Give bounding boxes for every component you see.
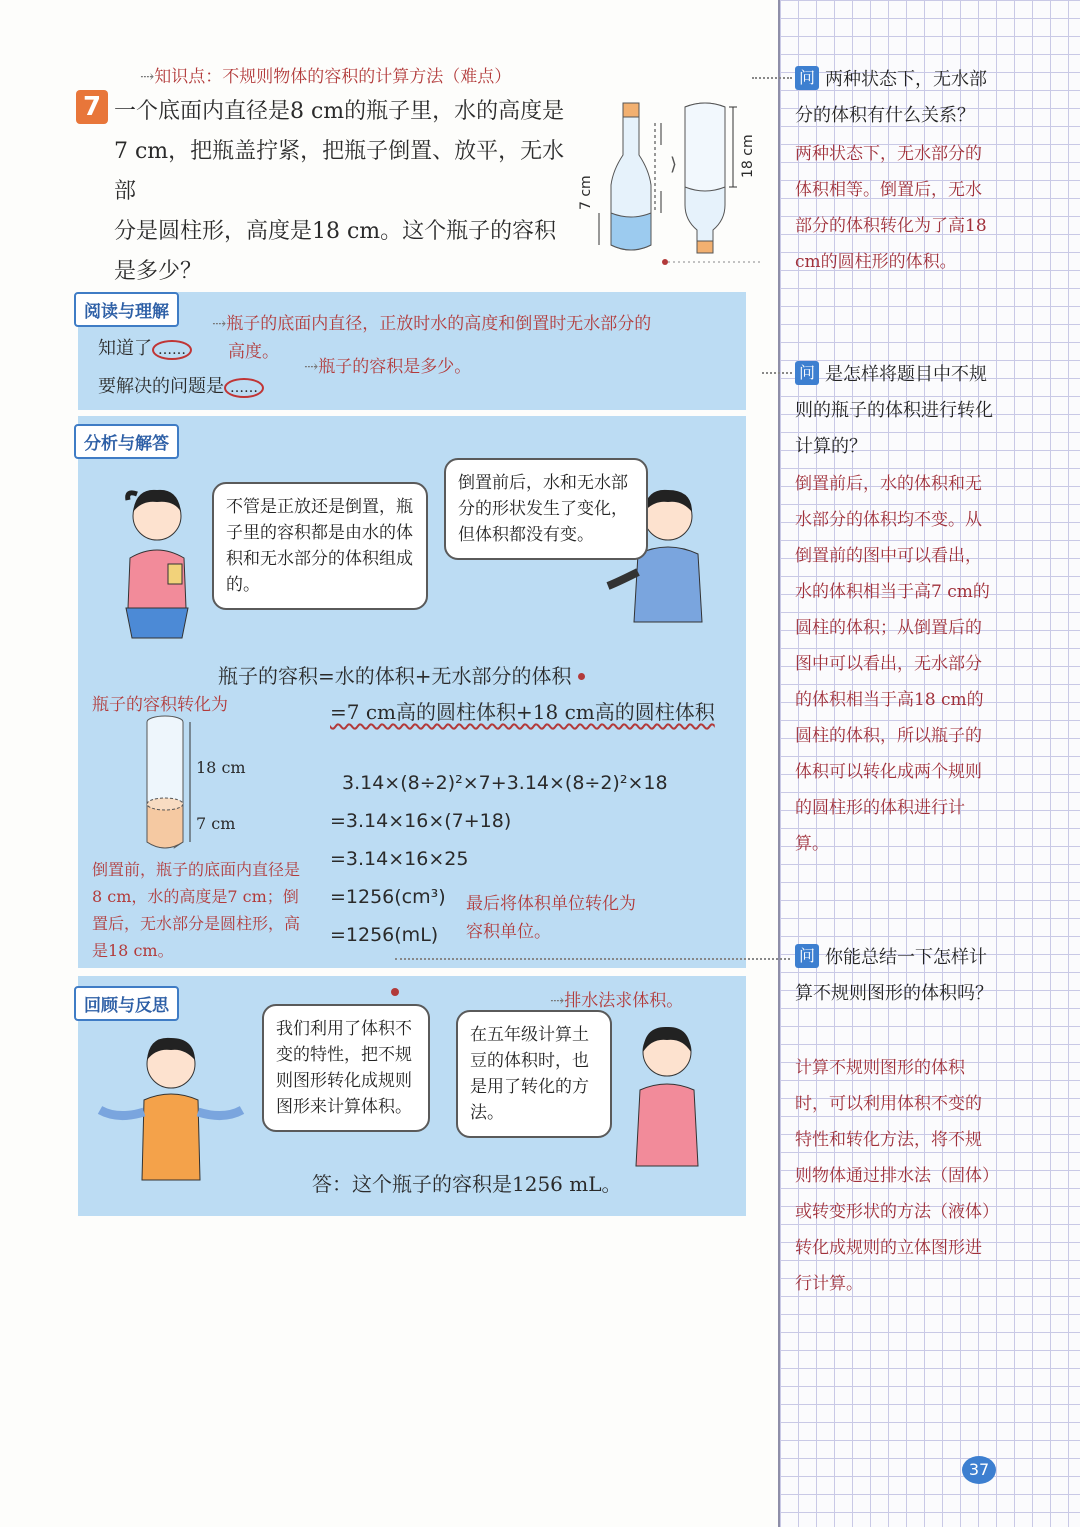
problem-line-3: 分是圆柱形，高度是18 cm。这个瓶子的容积 [114, 219, 557, 244]
analysis-tag: 分析与解答 [74, 424, 179, 459]
bottle-upright-illustration [611, 103, 651, 250]
cylinder-label-7: 7 cm [196, 814, 236, 833]
question-badge-icon: 问 [795, 66, 819, 90]
problem-line-2: 7 cm，把瓶盖拧紧，把瓶子倒置、放平，无水部 [114, 139, 565, 204]
calc-line-5: =1256(mL) [330, 924, 439, 946]
bottle-label-18: 18 cm [740, 134, 756, 178]
cylinder-diagram [140, 712, 200, 857]
question-badge-icon: 问 [795, 361, 819, 385]
known-label: 知道了 …… [98, 334, 192, 360]
svg-text:⟩: ⟩ [670, 154, 678, 175]
question-badge-icon: 问 [795, 944, 819, 968]
note-1-question: 问 两种状态下，无水部分的体积有什么关系？ [795, 68, 987, 126]
convert-label: 瓶子的容积转化为 [92, 695, 228, 715]
known-text: ⇢瓶子的底面内直径，正放时水的高度和倒置时无水部分的 高度。 [212, 314, 652, 362]
problem-line-4: 是多少？ [114, 259, 203, 284]
note-3-question: 问 你能总结一下怎样计算不规则图形的体积吗？ [795, 946, 993, 1004]
question-label: 要解决的问题是 …… [98, 372, 264, 398]
review-connector [395, 958, 790, 962]
problem-text [114, 92, 574, 292]
note-2-question: 问 是怎样将题目中不规则的瓶子的体积进行转化计算的？ [795, 363, 993, 457]
boy-speech-bubble: 倒置前后，水和无水部分的形状发生了变化，但体积都没有变。 [444, 458, 648, 560]
calc-line-2: =3.14×16×(7+18) [330, 810, 512, 832]
problem-line-1: 一个底面内直径是8 cm的瓶子里，水的高度是 [114, 99, 565, 124]
equation-main: 瓶子的容积=水的体积+无水部分的体积 [218, 660, 585, 689]
girl-illustration [112, 478, 202, 648]
note-3-answer: 计算不规则图形的体积时，可以利用体积不变的特性和转化方法，将不规则物体通过排水法（固体）或转变形状的方法（液体）转化成规则的立体图形进行计算。 [795, 1058, 991, 1294]
girl-review-bubble: 在五年级计算土豆的体积时，也是用了转化的方法。 [456, 1010, 612, 1138]
girl-review-note: ⇢排水法求体积。 [550, 991, 684, 1011]
calc-line-3: =3.14×16×25 [330, 848, 469, 870]
note-1-answer: 两种状态下，无水部分的体积相等。倒置后，无水部分的体积转化为了高18 cm的圆柱形的体积。 [795, 144, 987, 272]
note-2-answer: 倒置前后，水的体积和无水部分的体积均不变。从倒置前的图中可以看出，水的体积相当于高7 cm的圆柱的体积；从倒置后的图中可以看出，无水部分的体积相当于高18 cm的圆柱的体积，所以瓶子的体积可以转化成两个规则的圆柱形的体积进行计算。 [795, 474, 990, 854]
page-number: 37 [962, 1456, 996, 1484]
girl-review-illustration [622, 1018, 712, 1168]
read-tag: 阅读与理解 [74, 292, 179, 327]
boy-vest-illustration [96, 1030, 246, 1190]
bottle-inverted-illustration [685, 103, 725, 253]
cylinder-label-18: 18 cm [196, 758, 246, 777]
problem-number: 7 [76, 90, 108, 124]
review-tag: 回顾与反思 [74, 986, 179, 1021]
calc-line-4: =1256(cm³) [330, 886, 446, 908]
answer-text: 答：这个瓶子的容积是1256 mL。 [312, 1172, 622, 1196]
equation-convert: =7 cm高的圆柱体积+18 cm高的圆柱体积 [330, 700, 715, 724]
knowledge-point: ⇢知识点：不规则物体的容积的计算方法（难点） [140, 67, 512, 87]
calc-line-1: 3.14×(8÷2)²×7+3.14×(8÷2)²×18 [342, 772, 668, 794]
left-note: 倒置前，瓶子的底面内直径是8 cm，水的高度是7 cm；倒置后，无水部分是圆柱形，高是18 cm。 [92, 860, 301, 960]
unit-note: 最后将体积单位转化为 容积单位。 [466, 894, 636, 942]
bottle-figure [575, 95, 770, 270]
review-dot [391, 988, 399, 996]
question-text: ⇢瓶子的容积是多少。 [304, 357, 472, 377]
boy-review-bubble: 我们利用了体积不变的特性，把不规则图形转化成规则图形来计算体积。 [262, 1004, 430, 1132]
girl-speech-bubble: 不管是正放还是倒置，瓶子里的容积都是由水的体积和无水部分的体积组成的。 [212, 482, 428, 610]
bottle-label-7: 7 cm [578, 175, 594, 210]
